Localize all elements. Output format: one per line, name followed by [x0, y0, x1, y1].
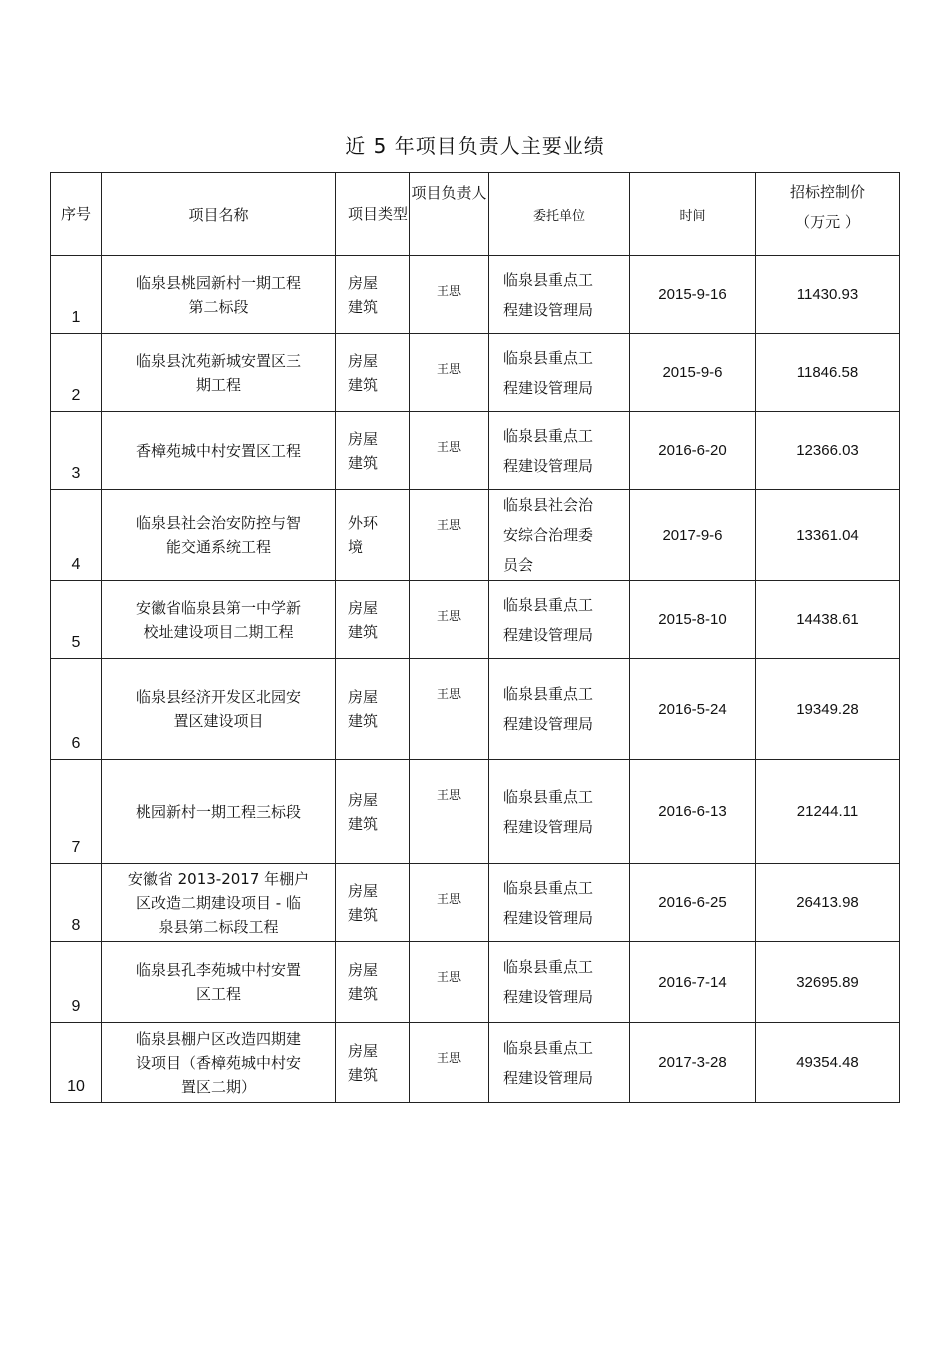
- tender-budget: 32695.89: [756, 942, 900, 1023]
- project-type-line: 外环: [348, 514, 379, 532]
- project-name-line: 置区建设项目: [173, 712, 264, 730]
- project-date: 2016-6-25: [630, 864, 756, 942]
- table-row: [51, 864, 900, 942]
- table-row: [51, 581, 900, 659]
- header-budget: [756, 173, 900, 256]
- project-name-line: 临泉县棚户区改造四期建: [135, 1029, 301, 1048]
- project-type: [336, 659, 410, 760]
- project-type-line: 房屋: [348, 961, 379, 979]
- project-type: [336, 864, 410, 942]
- project-name: [102, 1023, 336, 1103]
- project-type: [336, 581, 410, 659]
- project-name: [102, 256, 336, 334]
- project-manager: 王思: [410, 490, 489, 581]
- client-unit: [489, 412, 630, 490]
- client-unit: [489, 864, 630, 942]
- project-date: 2016-7-14: [630, 942, 756, 1023]
- row-seq: 10: [51, 1023, 102, 1103]
- client-unit: [489, 760, 630, 864]
- header-budget-line2: （万元 ）: [795, 213, 860, 231]
- project-type-line: 房屋: [348, 881, 379, 900]
- header-seq: 序号: [51, 173, 102, 256]
- project-date: 2017-9-6: [630, 490, 756, 581]
- client-unit-line: 程建设管理局: [503, 817, 594, 836]
- client-unit-line: 程建设管理局: [503, 988, 594, 1006]
- header-date: 时间: [630, 173, 756, 256]
- project-type: [336, 1023, 410, 1103]
- project-date: 2015-9-16: [630, 256, 756, 334]
- row-seq: 7: [51, 760, 102, 864]
- project-name-line: 安徽省临泉县第一中学新: [135, 598, 301, 617]
- row-seq: 9: [51, 942, 102, 1023]
- project-type-line: 建筑: [348, 622, 379, 641]
- project-type: [336, 334, 410, 412]
- tender-budget: 11846.58: [756, 334, 900, 412]
- header-manager: 项目负责人: [410, 173, 489, 256]
- client-unit: [489, 490, 630, 581]
- project-name: [102, 581, 336, 659]
- table-row: [51, 256, 900, 334]
- project-name-line: 泉县第二标段工程: [158, 917, 279, 936]
- project-type-line: 房屋: [348, 429, 379, 448]
- project-type-line: 房屋: [348, 351, 379, 370]
- project-type-line: 房屋: [348, 1041, 379, 1060]
- table-row: [51, 659, 900, 760]
- project-manager: 王思: [410, 659, 489, 760]
- header-name: 项目名称: [102, 173, 336, 256]
- tender-budget: 26413.98: [756, 864, 900, 942]
- table-row: [51, 760, 900, 864]
- project-type-line: 建筑: [348, 375, 379, 394]
- table-row: [51, 1023, 900, 1103]
- client-unit-line: 临泉县重点工: [503, 787, 594, 806]
- client-unit-line: 程建设管理局: [503, 625, 594, 644]
- page-title: 近 5 年项目负责人主要业绩: [345, 134, 605, 158]
- project-type-line: 建筑: [348, 453, 379, 472]
- tender-budget: 12366.03: [756, 412, 900, 490]
- project-name-line: 临泉县经济开发区北园安: [135, 688, 301, 706]
- table-body: [51, 256, 900, 1103]
- project-type: [336, 490, 410, 581]
- project-name-line: 区改造二期建设项目 - 临: [136, 893, 301, 912]
- project-manager: 王思: [410, 760, 489, 864]
- project-name: [102, 659, 336, 760]
- row-seq: 4: [51, 490, 102, 581]
- project-name-line: 临泉县沈苑新城安置区三: [135, 351, 301, 370]
- project-name-line: 香樟苑城中村安置区工程: [135, 441, 301, 460]
- project-name-line: 设项目（香樟苑城中村安: [135, 1053, 301, 1072]
- tender-budget: 13361.04: [756, 490, 900, 581]
- project-manager: 王思: [410, 1023, 489, 1103]
- project-name-line: 能交通系统工程: [165, 538, 271, 556]
- client-unit: [489, 942, 630, 1023]
- project-manager: 王思: [410, 256, 489, 334]
- project-name-line: 临泉县桃园新村一期工程: [135, 273, 301, 292]
- row-seq: 5: [51, 581, 102, 659]
- client-unit: [489, 581, 630, 659]
- client-unit-line: 安综合治理委: [503, 526, 594, 544]
- client-unit-line: 员会: [503, 556, 534, 574]
- client-unit-line: 临泉县重点工: [503, 685, 594, 703]
- project-type: [336, 412, 410, 490]
- project-date: 2017-3-28: [630, 1023, 756, 1103]
- project-date: 2016-6-20: [630, 412, 756, 490]
- project-type: [336, 760, 410, 864]
- client-unit-line: 程建设管理局: [503, 456, 594, 475]
- project-type-line: 房屋: [348, 273, 379, 292]
- project-name-line: 置区二期）: [180, 1077, 256, 1096]
- table-row: [51, 334, 900, 412]
- row-seq: 2: [51, 334, 102, 412]
- project-name-line: 校址建设项目二期工程: [143, 622, 294, 641]
- client-unit-line: 程建设管理局: [503, 715, 594, 733]
- client-unit-line: 临泉县重点工: [503, 1038, 594, 1057]
- project-manager: 王思: [410, 942, 489, 1023]
- project-type: [336, 942, 410, 1023]
- project-type-line: 建筑: [348, 1065, 379, 1084]
- project-name-line: 期工程: [195, 375, 241, 394]
- tender-budget: 14438.61: [756, 581, 900, 659]
- project-name-line: 安徽省 2013-2017 年棚户: [127, 869, 310, 888]
- client-unit-line: 程建设管理局: [503, 908, 594, 927]
- table-row: [51, 412, 900, 490]
- tender-budget: 19349.28: [756, 659, 900, 760]
- project-name: [102, 412, 336, 490]
- project-name-line: 桃园新村一期工程三标段: [135, 802, 301, 821]
- client-unit-line: 临泉县社会治: [503, 496, 594, 514]
- header-client: 委托单位: [489, 173, 630, 256]
- project-type-line: 房屋: [348, 790, 379, 809]
- tender-budget: 11430.93: [756, 256, 900, 334]
- project-manager: 王思: [410, 864, 489, 942]
- client-unit-line: 临泉县重点工: [503, 878, 594, 897]
- client-unit-line: 临泉县重点工: [503, 348, 594, 367]
- row-seq: 3: [51, 412, 102, 490]
- client-unit: [489, 1023, 630, 1103]
- project-type-line: 建筑: [348, 712, 379, 730]
- project-name-line: 临泉县社会治安防控与智: [135, 514, 301, 532]
- project-name-line: 第二标段: [188, 297, 249, 316]
- project-name-line: 区工程: [195, 985, 241, 1003]
- project-name: [102, 334, 336, 412]
- header-budget-line1: 招标控制价: [789, 183, 865, 201]
- project-type-line: 建筑: [348, 297, 379, 316]
- project-type-line: 境: [348, 538, 364, 556]
- table-row: [51, 942, 900, 1023]
- client-unit-line: 临泉县重点工: [503, 595, 594, 614]
- project-date: 2015-9-6: [630, 334, 756, 412]
- project-name: [102, 490, 336, 581]
- project-type-line: 建筑: [348, 814, 379, 833]
- project-name-line: 临泉县孔李苑城中村安置: [135, 961, 301, 979]
- table-header-row: [51, 173, 900, 256]
- performance-table: [50, 172, 900, 1103]
- row-seq: 1: [51, 256, 102, 334]
- client-unit-line: 程建设管理局: [503, 1068, 594, 1087]
- project-manager: 王思: [410, 334, 489, 412]
- client-unit: [489, 256, 630, 334]
- client-unit-line: 临泉县重点工: [503, 270, 594, 289]
- tender-budget: 49354.48: [756, 1023, 900, 1103]
- project-manager: 王思: [410, 412, 489, 490]
- client-unit-line: 程建设管理局: [503, 378, 594, 397]
- header-type: 项目类型: [336, 173, 410, 256]
- project-type: [336, 256, 410, 334]
- project-type-line: 房屋: [348, 598, 379, 617]
- row-seq: 6: [51, 659, 102, 760]
- tender-budget: 21244.11: [756, 760, 900, 864]
- client-unit-line: 程建设管理局: [503, 300, 594, 319]
- project-name: [102, 760, 336, 864]
- row-seq: 8: [51, 864, 102, 942]
- project-manager: 王思: [410, 581, 489, 659]
- client-unit-line: 临泉县重点工: [503, 426, 594, 445]
- table-row: [51, 490, 900, 581]
- project-type-line: 建筑: [348, 905, 379, 924]
- project-type-line: 建筑: [348, 985, 379, 1003]
- project-type-line: 房屋: [348, 688, 379, 706]
- client-unit: [489, 334, 630, 412]
- client-unit-line: 临泉县重点工: [503, 958, 594, 976]
- project-date: 2015-8-10: [630, 581, 756, 659]
- project-date: 2016-5-24: [630, 659, 756, 760]
- project-name: [102, 864, 336, 942]
- project-name: [102, 942, 336, 1023]
- client-unit: [489, 659, 630, 760]
- project-date: 2016-6-13: [630, 760, 756, 864]
